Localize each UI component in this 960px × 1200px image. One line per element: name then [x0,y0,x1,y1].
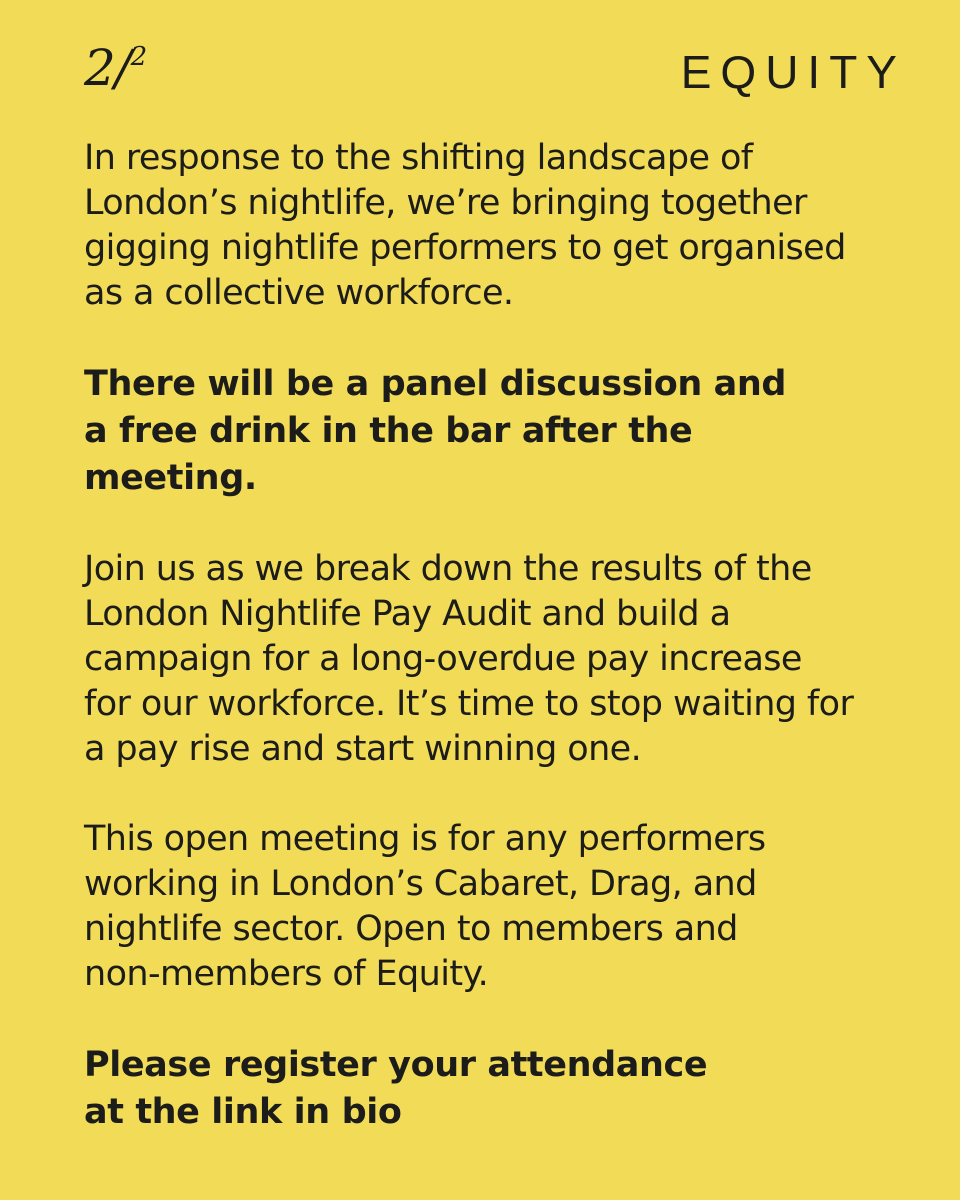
text-line: working in London’s Cabaret, Drag, and [84,864,757,904]
text-line: nightlife sector. Open to members and [84,909,738,949]
text-line: as a collective workforce. [84,273,514,313]
pay-audit-paragraph [84,547,884,772]
text-line: London Nightlife Pay Audit and build a [84,594,731,634]
text-line: campaign for a long-overdue pay increase [84,639,802,679]
text-line: at the link in bio [84,1092,402,1132]
text-line: for our workforce. It’s time to stop waiting for [84,684,854,724]
page-total: 2 [130,42,147,73]
brand-logo: EQUITY [680,46,906,98]
text-line: London’s nightlife, we’re bringing together [84,183,807,223]
text-line: meeting. [84,458,257,498]
text-line: Join us as we break down the results of the [84,549,812,589]
intro-paragraph [84,136,884,316]
text-line: gigging nightlife performers to get organised [84,228,846,268]
text-line: There will be a panel discussion and [84,364,787,404]
register-call-to-action [84,1042,884,1136]
panel-announcement [84,361,884,502]
page-indicator [84,38,146,98]
text-line: This open meeting is for any performers [84,819,766,859]
eligibility-paragraph [84,817,884,997]
text-line: Please register your attendance [84,1045,708,1085]
body-text [84,136,884,1181]
page-number: 2/ [84,39,131,97]
text-line: In response to the shifting landscape of [84,138,753,178]
text-line: a free drink in the bar after the [84,411,693,451]
text-line: a pay rise and start winning one. [84,729,642,769]
text-line: non-members of Equity. [84,954,489,994]
